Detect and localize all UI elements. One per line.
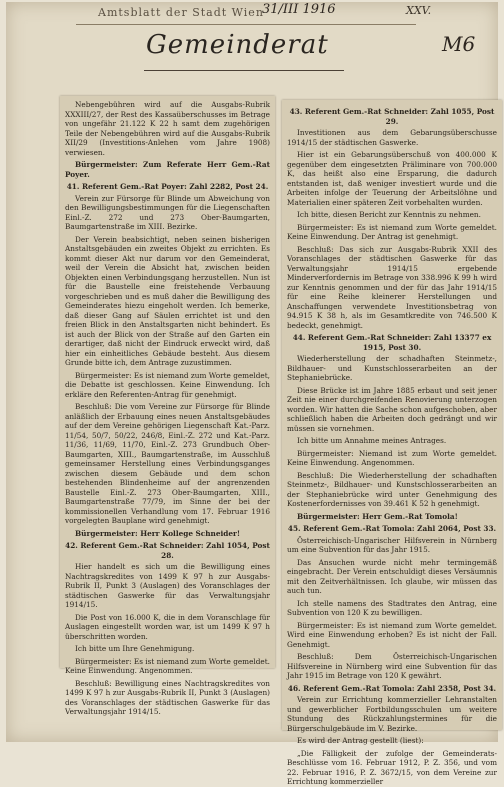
- handwritten-heading: Gemeinderat: [146, 30, 329, 60]
- paragraph: Das Ansuchen wurde nicht mehr termingemäß eingebracht. Der Verein entschuldigt dieses Versäumnis mit den Zeitverhältnissen. Ich glaube, wir müssen das auch tun.: [287, 557, 497, 595]
- paragraph: Hier handelt es sich um die Bewilligung eines Nachtragskredites von 1499 K 97 h zur Ausgabs-Rubrik II, Punkt 3 (Auslagen) des Voranschlages der städtischen Gaswerke für das Verwaltungsjahr 1914/15.: [65, 562, 270, 609]
- newspaper-title: Amtsblatt der Stadt Wien: [98, 6, 264, 19]
- paragraph: Beschluß: Dem Österreichisch-Ungarischen Hilfsvereine in Nürnberg wird eine Subvention für das Jahr 1915 im Betrage von 120 K gewährt.: [287, 652, 497, 680]
- paragraph: Beschluß: Die vom Vereine zur Fürsorge für Blinde anläßlich der Erbauung eines neuen Anstaltsgebäudes auf der dem Vereine gehörigen Liegenschaft Kat.-Parz. 11/54, 50/7, 50/22, 246/8, Einl.-Z. 272 und Kat.-Parz. 11/36, 11/69, 11/70, Einl.-Z. 273 Grundbuch Ober-Baumgarten, XIII., Baumgartenstraße, im Ausschluß gemeinsamer Herstellung eines Verbindungsganges zwischen diesem Gebäude und dem schon bestehenden Blindenheime auf der angrenzenden Baustelle Einl.-Z. 273 Ober-Baumgarten, XIII., Baumgartenstraße 77/79, im Sinne der bei der kommissionellen Verhandlung vom 17. Februar 1916 vorgelegten Bauplane wird genehmigt.: [65, 402, 270, 525]
- handwritten-number: XXV.: [406, 4, 432, 17]
- paragraph: Österreichisch-Ungarischer Hilfsverein in Nürnberg um eine Subvention für das Jahr 1915.: [287, 535, 497, 554]
- speaker-line: Bürgermeister: Zum Referate Herr Gem.-Rat Poyer.: [65, 160, 270, 179]
- paragraph: Der Verein beabsichtigt, neben seinen bisherigen Anstaltsgebäuden ein zweites Objekt zu errichten. Es kommt dieser Akt nur darum vor den Gemeinderat, weil der Verein die Absicht hat, zwischen beiden Objekten einen Verbindungsgang herzustellen. Nun ist für die Baustelle eine freistehende Verbauung vorgeschrieben und es muß daher die Bewilligung des Gemeinderates hiezu eingeholt werden. Ich bemerke, daß dieser Gang auf Säulen errichtet ist und den freien Blick in den Anstaltsgarten nicht behindert. Es ist auch der Blick von der Straße auf den Garten ein derartiger, daß nicht der Eindruck erweckt wird, daß hier ein einheitliches Gebäude besteht. Aus diesem Grunde bitte ich, dem Antrage zuzustimmen.: [65, 234, 270, 367]
- paragraph: Bürgermeister: Niemand ist zum Worte gemeldet. Keine Einwendung. Angenommen.: [287, 448, 497, 467]
- speaker-line: Bürgermeister: Herr Kollege Schneider!: [75, 528, 241, 538]
- paragraph: Nebengebühren wird auf die Ausgabs-Rubrik XXXIII/27, der Rest des Kassaüberschusses im Betrage von ungefähr 21.122 K 22 h samt dem zugehörigen Teile der Nebengebühren wird auf die Ausgabs-Rubrik XII/29 (Investitions-Anlehen vom Jahre 1908) verwiesen.: [65, 100, 270, 157]
- paragraph: Ich bitte um Annahme meines Antrages.: [297, 436, 447, 445]
- paragraph: Verein zur Errichtung kommerzieller Lehranstalten und gewerblicher Fortbildungsschulen um weitere Stundung des Rückzahlungstermines für die Bürgerschulgebäude im V. Bezirke.: [287, 695, 497, 733]
- paragraph: Verein zur Fürsorge für Blinde um Abweichung von den Bewilligungsbestimmungen für die Liegenschaften Einl.-Z. 272 und 273 Ober-Baumgarten, Baumgartenstraße im XIII. Bezirke.: [65, 193, 270, 231]
- agenda-item-heading: 41. Referent Gem.-Rat Poyer: Zahl 2282, Post 24.: [66, 182, 269, 191]
- agenda-item-heading: 43. Referent Gem.-Rat Schneider: Zahl 1055, Post 29.: [289, 107, 495, 126]
- paragraph: Bürgermeister: Es ist niemand zum Worte gemeldet. Keine Einwendung. Der Antrag ist genehmigt.: [287, 222, 497, 241]
- agenda-item-heading: 46. Referent Gem.-Rat Tomola: Zahl 2358, Post 34.: [287, 683, 497, 693]
- handwritten-date: 31/III 1916: [262, 2, 336, 17]
- paragraph: Investitionen aus dem Gebarungsüberschusse 1914/15 der städtischen Gaswerke.: [287, 128, 497, 147]
- paragraph: Wiederherstellung der schadhaften Steinmetz-, Bildhauer- und Kunstschlosserarbeiten an der Stephaniebrücke.: [287, 354, 497, 382]
- page-sheet: [6, 2, 498, 786]
- paragraph: Ich bitte um Ihre Genehmigung.: [75, 644, 195, 653]
- heading-underline: [144, 70, 344, 71]
- handwritten-initials: M6: [442, 32, 476, 56]
- paragraph: Bürgermeister: Es ist niemand zum Worte gemeldet, die Debatte ist geschlossen. Keine Einwendung. Ich erkläre den Referenten-Antrag für genehmigt.: [65, 370, 270, 399]
- paragraph: Beschluß: Bewilligung eines Nachtragskredites von 1499 K 97 h zur Ausgabs-Rubrik II, Punkt 3 (Auslagen) des Voranschlages der städtischen Gaswerke für das Verwaltungsjahr 1914/15.: [65, 678, 270, 716]
- paragraph: Bürgermeister: Es ist niemand zum Worte gemeldet. Wird eine Einwendung erhoben? Es ist nicht der Fall. Genehmigt.: [287, 620, 497, 649]
- paragraph: Hier ist ein Gebarungsüberschuß von 400.000 K gegenüber dem eingesetzten Präliminare von 700.000 K, das heißt also eine Ersparung, die dadurch entstanden ist, daß weniger investiert wurde und die Arbeiten infolge der Teuerung der Arbeitslöhne und Materialien einer späteren Zeit vorbehalten wurden.: [287, 150, 497, 207]
- paragraph: Bürgermeister: Es ist niemand zum Worte gemeldet. Keine Einwendung. Angenommen.: [65, 656, 270, 675]
- clipping-right-column: [282, 100, 502, 786]
- paragraph: Ich bitte, diesen Bericht zur Kenntnis zu nehmen.: [297, 210, 481, 219]
- speaker-line: Bürgermeister: Herr Gem.-Rat Tomola!: [297, 511, 458, 521]
- paragraph: Es wird der Antrag gestellt (liest):: [297, 736, 424, 745]
- paragraph: „Die Fälligkeit der zufolge der Gemeinderats-Beschlüsse vom 16. Februar 1912, P. Z. 356, und vom 22. Februar 1916, P. Z. 3672/15, von dem Vereine zur Errichtung kommerzieller: [287, 748, 497, 786]
- agenda-item-heading: 45. Referent Gem.-Rat Tomola: Zahl 2064, Post 33.: [287, 524, 497, 533]
- paragraph: Diese Brücke ist im Jahre 1885 erbaut und seit jener Zeit nie einer durchgreifenden Renovierung unterzogen worden. Wir hatten die Sache schon aufgeschoben, aber schließlich haben die Arbeiten doch gedrängt und wir müssen sie vornehmen.: [287, 385, 497, 433]
- paragraph: Beschluß: Die Wiederherstellung der schadhaften Steinmetz-, Bildhauer- und Kunstschlosserarbeiten an der Stephaniebrücke wird unter Genehmigung des Kostenerfordernisses von 39.461 K 52 h genehmigt.: [287, 470, 497, 508]
- paragraph: Die Post von 16.000 K, die in dem Voranschlage für Auslagen eingestellt worden war, ist um 1499 K 97 h überschritten worden.: [65, 612, 270, 641]
- paragraph: Ich stelle namens des Stadtrates den Antrag, eine Subvention von 120 K zu bewilligen.: [287, 598, 497, 617]
- clipping-left-column: [60, 96, 275, 716]
- agenda-item-heading: 44. Referent Gem.-Rat Schneider: Zahl 13377 ex 1915, Post 30.: [292, 333, 492, 352]
- agenda-item-heading: 42. Referent Gem.-Rat Schneider: Zahl 1054, Post 28.: [65, 541, 270, 560]
- paragraph: Beschluß: Das sich zur Ausgabs-Rubrik XXII des Voranschlages der städtischen Gaswerke für das Verwaltungsjahr 1914/15 ergebende Minderverfordernis im Betrage von 338.996 K 99 h wird zur Kenntnis genommen und der für das Jahr 1914/15 für eine Reihe kleinerer Herstellungen und Anschaffungen verwendete Investitionsbetrag von 94.915 K 38 h, als im Gesamtkredite von 746.500 K bedeckt, genehmigt.: [287, 244, 497, 330]
